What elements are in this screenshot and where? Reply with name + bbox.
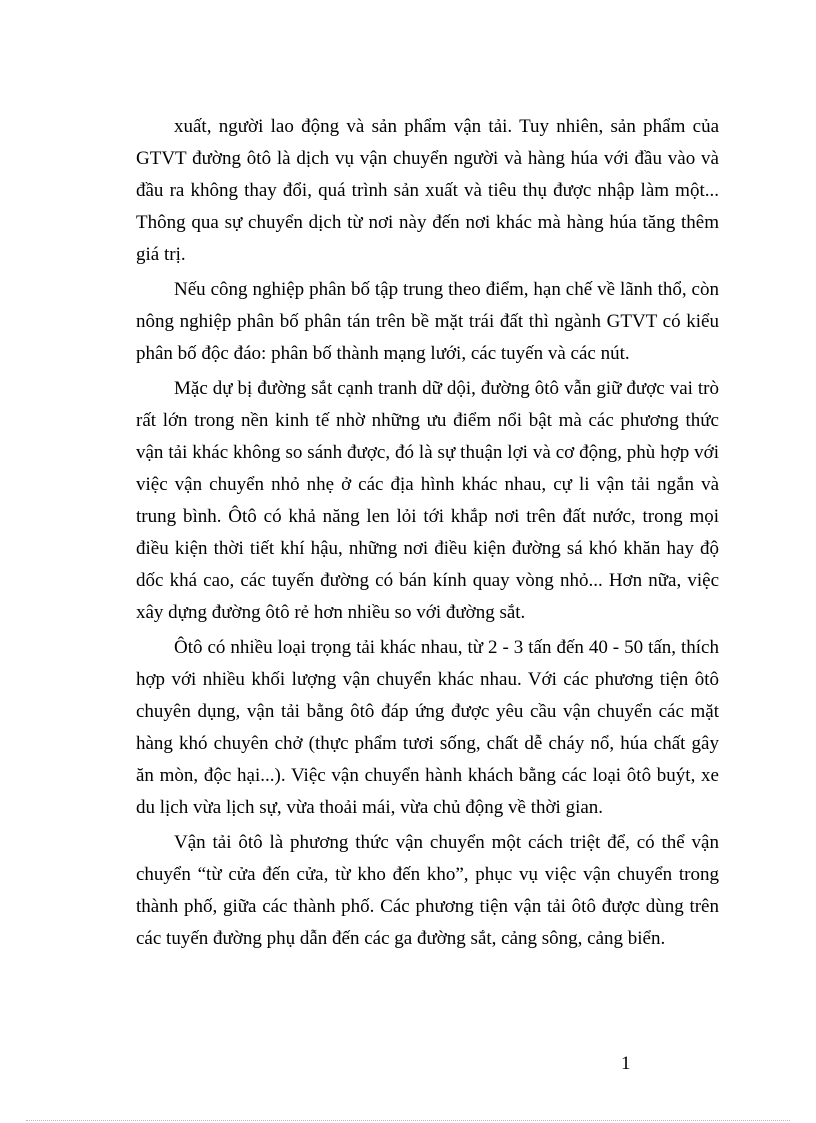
paragraph-4: Ôtô có nhiều loại trọng tải khác nhau, từ 2 - 3 tấn đến 40 - 50 tấn, thích hợp với nhiều khối lượng vận chuyển khác nhau. Với các phương tiện ôtô chuyên dụng, vận tải bằng ôtô đáp ứng được yêu cầu vận chuyển các mặt hàng khó chuyên chở (thực phẩm tươi sống, chất dễ cháy nổ, húa chất gây ăn mòn, độc hại...). Việc vận chuyển hành khách bằng các loại ôtô buýt, xe du lịch vừa lịch sự, vừa thoải mái, vừa chủ động về thời gian.	[136, 637, 719, 818]
page-bottom-divider	[26, 1120, 790, 1121]
paragraph-2: Nếu công nghiệp phân bố tập trung theo điểm, hạn chế về lãnh thổ, còn nông nghiệp phân bố phân tán trên bề mặt trái đất thì ngành GTVT có kiểu phân bố độc đáo: phân bố thành mạng lưới, các tuyến và các nút.	[136, 279, 719, 364]
paragraph-5: Vận tải ôtô là phương thức vận chuyển một cách triệt để, có thể vận chuyển “từ cửa đến cửa, từ kho đến kho”, phục vụ việc vận chuyển trong thành phố, giữa các thành phố. Các phương tiện vận tải ôtô được dùng trên các tuyến đường phụ dẫn đến các ga đường sắt, cảng sông, cảng biển.	[136, 832, 719, 949]
paragraph-3: Mặc dự bị đường sắt cạnh tranh dữ dội, đường ôtô vẫn giữ được vai trò rất lớn trong nền kinh tế nhờ những ưu điểm nổi bật mà các phương thức vận tải khác không so sánh được, đó là sự thuận lợi và cơ động, phù hợp với việc vận chuyển nhỏ nhẹ ở các địa hình khác nhau, cự li vận tải ngắn và trung bình. Ôtô có khả năng len lỏi tới khắp nơi trên đất nước, trong mọi điều kiện thời tiết khí hậu, những nơi điều kiện đường sá khó khăn hay độ dốc khá cao, các tuyến đường có bán kính quay vòng nhỏ... Hơn nữa, việc xây dựng đường ôtô rẻ hơn nhiều so với đường sắt.	[136, 378, 719, 623]
body-text	[136, 111, 719, 955]
page-number: 1	[621, 1053, 631, 1074]
paragraph-1: xuất, người lao động và sản phẩm vận tải. Tuy nhiên, sản phẩm của GTVT đường ôtô là dịch vụ vận chuyển người và hàng húa với đầu vào và đầu ra không thay đổi, quá trình sản xuất và tiêu thụ được nhập làm một... Thông qua sự chuyển dịch từ nơi này đến nơi khác mà hàng húa tăng thêm giá trị.	[136, 116, 719, 265]
